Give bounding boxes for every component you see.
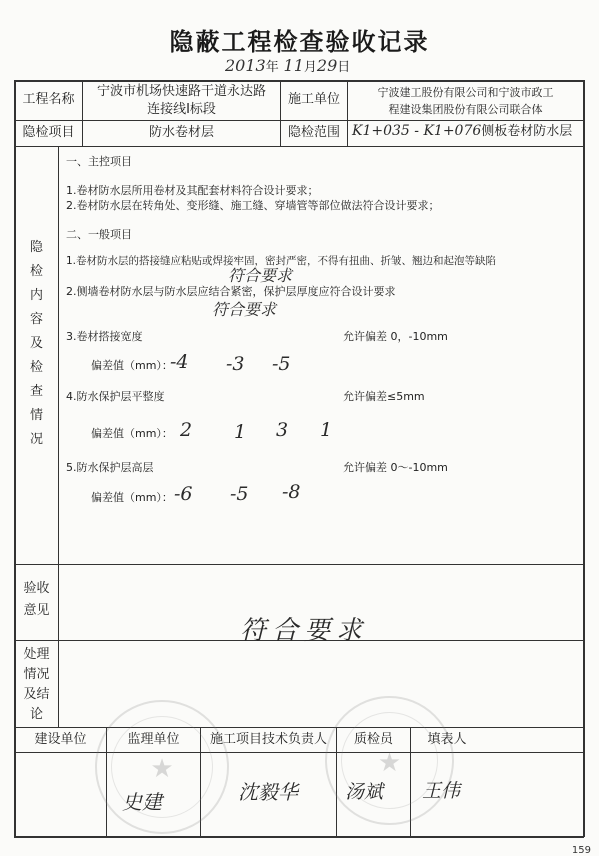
item4-value-1: 2 [180,419,193,441]
sig-label-supervisor: 监理单位 [127,732,180,747]
sig-filler: 王伟 [422,780,461,802]
item3-value-3: -5 [272,353,291,375]
general-item-1-check: 符合要求 [228,266,293,285]
item4-value-2: 1 [234,421,247,443]
main-item-1: 1.卷材防水层所用卷材及其配套材料符合设计要求； [66,184,319,197]
construction-seal: ★ [325,696,454,825]
main-control-heading: 一、主控项目 [66,155,132,168]
construction-unit-label: 施工单位 [287,92,340,107]
item4-value-4: 1 [320,419,333,441]
item5-value-3: -8 [282,481,301,503]
item4-deviation-label: 偏差值（mm）： [91,427,173,440]
item3-deviation-label: 偏差值（mm）： [91,359,173,372]
project-name-value: 宁波市机场快速路干道永达路 连接线Ⅰ标段 [96,84,266,117]
acceptance-opinion: 符合要求 [240,616,369,646]
item4-value-3: 3 [276,419,289,441]
inspection-item-value: 防水卷材层 [148,125,214,140]
sig-label-tech-lead: 施工项目技术负责人 [209,732,327,747]
general-item-2-check: 符合要求 [212,300,277,319]
sig-label-inspector: 质检员 [353,732,393,747]
item5-value-1: -6 [174,483,193,505]
item5-deviation-label: 偏差值（mm）： [91,491,173,504]
item3-value-2: -3 [226,353,245,375]
item4-label: 4.防水保护层平整度 [66,390,165,403]
date-day: 29 [316,56,338,75]
sig-supervisor: 史建 [122,790,162,814]
main-item-2: 2.卷材防水层在转角处、变形缝、施工缝、穿墙管等部位做法符合设计要求； [66,199,440,212]
date-year: 2013 [225,56,266,75]
sig-inspector: 汤斌 [345,781,384,803]
item4-tolerance: 允许偏差≤5mm [343,390,425,403]
project-name-label: 工程名称 [22,92,75,107]
item3-label: 3.卷材搭接宽度 [66,330,143,343]
item5-tolerance: 允许偏差 0～-10mm [343,461,448,474]
page-number: 159 [571,845,591,856]
construction-unit-value: 宁波建工股份有限公司和宁波市政工 程建设集团股份有限公司联合体 [377,86,554,116]
general-item-2: 2.侧墙卷材防水层与防水层应结合紧密，保护层厚度应符合设计要求 [66,285,396,298]
general-item-1: 1.卷材防水层的搭接缝应粘贴或焊接牢固，密封严密，不得有扭曲、折皱、翘边和起泡等缺陷 [66,255,497,267]
acceptance-label: 验收 意见 [23,581,50,618]
handling-label: 处理 情况 及结 论 [23,647,50,722]
item3-value-1: -4 [170,351,189,373]
item5-label: 5.防水保护层高层 [66,461,154,474]
record-date: 2013年 11月29日 [225,56,351,75]
document-title: 隐蔽工程检查验收记录 [169,27,430,56]
inspection-item-label: 隐检项目 [22,125,75,140]
supervision-seal: ★ [95,700,229,834]
item5-value-2: -5 [230,483,249,505]
sig-tech-lead: 沈毅华 [238,780,298,804]
sig-label-owner: 建设单位 [34,732,87,747]
date-month: 11 [283,56,304,75]
sig-label-filler: 填表人 [427,732,467,747]
general-heading: 二、一般项目 [66,228,132,241]
inspection-range-value: K1+035 - K1+076侧板卷材防水层 [352,123,573,139]
item3-tolerance: 允许偏差 0，-10mm [343,330,448,343]
content-side-label: 隐 检 内 容 及 检 查 情 况 [29,240,43,447]
inspection-range-label: 隐检范围 [287,125,340,140]
